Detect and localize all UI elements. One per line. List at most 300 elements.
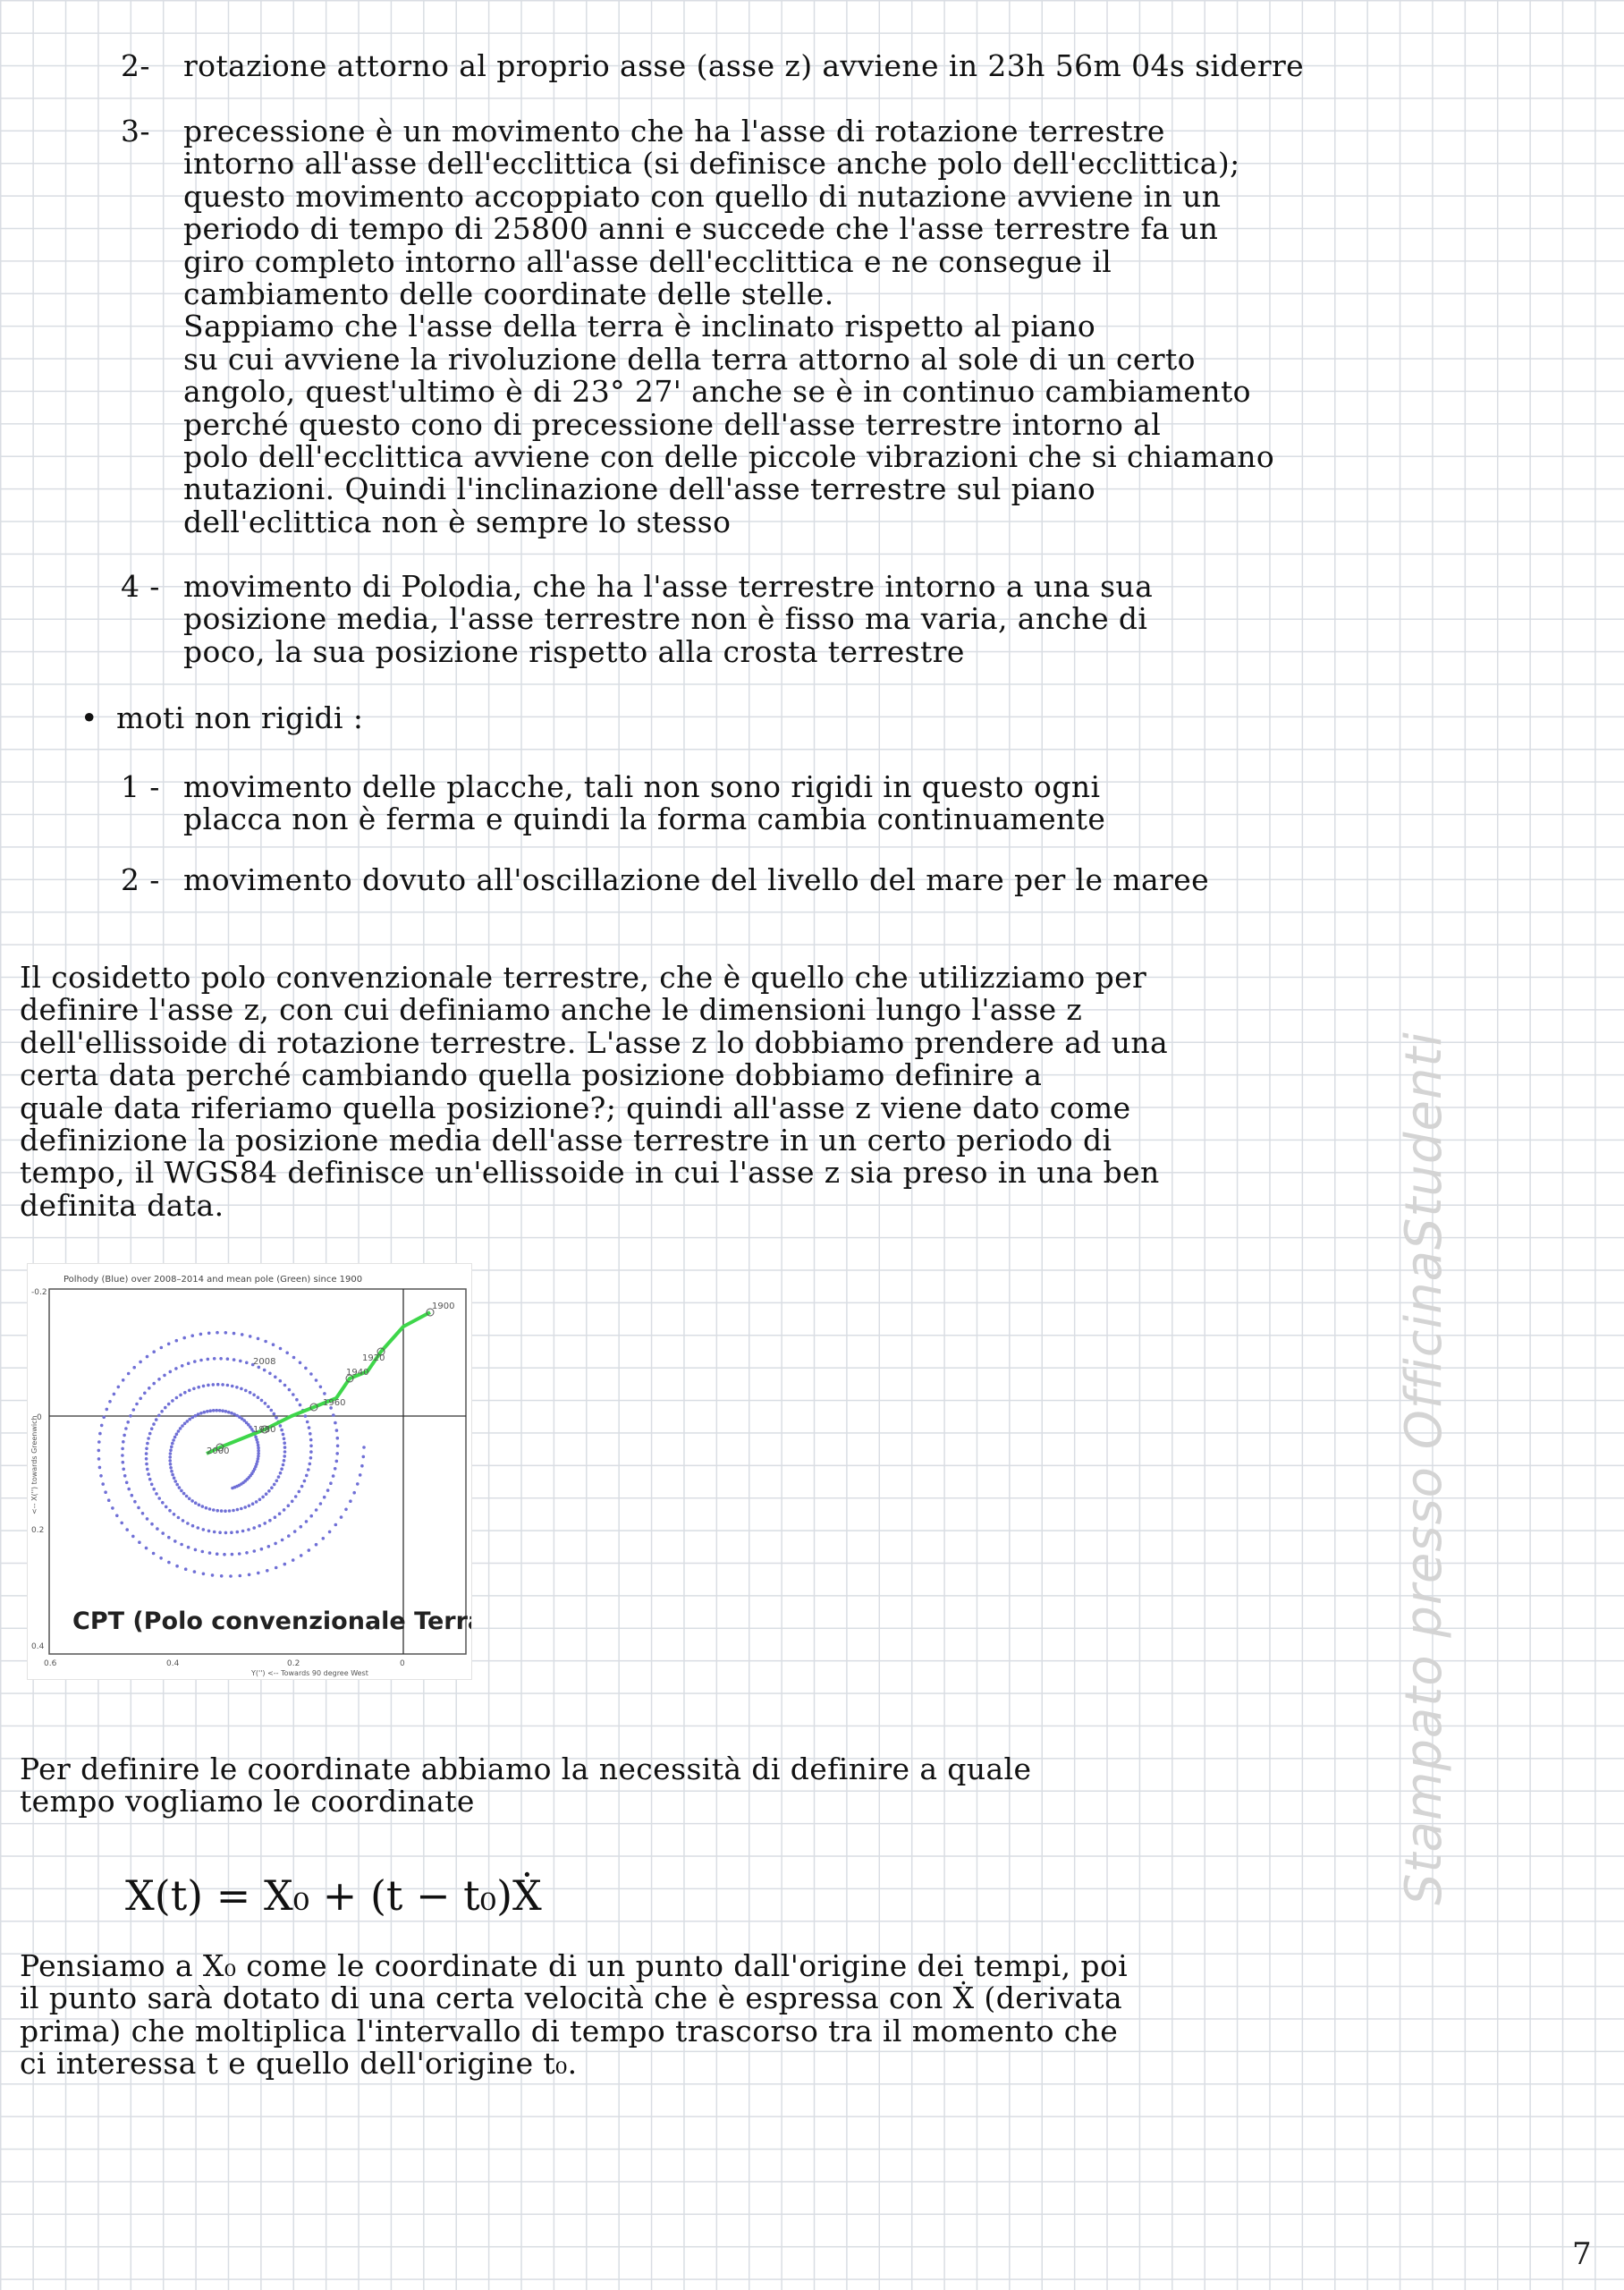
polhody-dot bbox=[241, 1530, 245, 1533]
text-line: definire l'asse z, con cui definiamo anche le dimensioni lungo l'asse z bbox=[20, 992, 1083, 1028]
polhody-dot bbox=[122, 1440, 125, 1444]
polhody-dot bbox=[170, 1470, 173, 1473]
polhody-dot bbox=[208, 1507, 212, 1511]
polhody-dot bbox=[163, 1374, 166, 1378]
polhody-dot bbox=[139, 1361, 142, 1364]
polhody-dot bbox=[131, 1535, 135, 1539]
polhody-dot bbox=[274, 1515, 277, 1519]
polhody-dot bbox=[256, 1441, 259, 1445]
polhody-dot bbox=[275, 1416, 278, 1420]
text-line: certa data perché cambiando quella posizione dobbiamo definire a bbox=[20, 1057, 1043, 1093]
polhody-dot bbox=[266, 1569, 269, 1573]
polhody-dot bbox=[249, 1391, 252, 1395]
text-line: intorno all'asse dell'ecclittica (si definisce anche polo dell'ecclittica); bbox=[183, 146, 1240, 182]
polhody-dot bbox=[232, 1509, 235, 1513]
polhody-dot bbox=[252, 1526, 256, 1530]
polhody-dot bbox=[121, 1447, 124, 1451]
item-oscillation bbox=[121, 864, 1605, 896]
polhody-dot bbox=[155, 1418, 158, 1421]
polhody-dot bbox=[282, 1433, 285, 1437]
polhody-dot bbox=[218, 1531, 222, 1534]
polhody-dot bbox=[308, 1426, 311, 1429]
text-line: ci interessa t e quello dell'origine t₀. bbox=[20, 2046, 578, 2082]
polhody-dot bbox=[248, 1573, 251, 1577]
polhody-dot bbox=[283, 1563, 287, 1566]
polhody-dot bbox=[175, 1432, 179, 1436]
polhody-dot bbox=[224, 1410, 228, 1413]
text-line: prima) che moltiplica l'intervallo di tempo trascorso tra il momento che bbox=[20, 2013, 1119, 2048]
polhody-dot bbox=[145, 1457, 148, 1461]
polhody-dot bbox=[165, 1505, 168, 1509]
polhody-dot bbox=[283, 1450, 287, 1454]
polhody-dot bbox=[322, 1537, 326, 1540]
polhody-dot bbox=[152, 1488, 156, 1491]
text-line: movimento delle placche, tali non sono rigidi in questo ogni bbox=[183, 769, 1101, 804]
polhody-dot bbox=[335, 1429, 339, 1432]
polhody-dot bbox=[106, 1408, 109, 1412]
polhody-dot bbox=[249, 1335, 252, 1338]
text-line: su cui avviene la rivoluzione della terra attorno al sole di un certo bbox=[183, 341, 1196, 377]
polhody-dot bbox=[125, 1528, 129, 1531]
polhody-dot bbox=[146, 1355, 149, 1359]
text-line: posizione media, l'asse terrestre non è fisso ma varia, anche di bbox=[183, 601, 1148, 637]
polhody-dot bbox=[167, 1343, 171, 1346]
polhody-dot bbox=[216, 1552, 219, 1556]
polhody-dot bbox=[215, 1409, 218, 1412]
polhody-dot bbox=[207, 1384, 210, 1387]
polhody-dot bbox=[248, 1505, 251, 1508]
polhody-dot bbox=[171, 1473, 174, 1477]
polhody-dot bbox=[122, 1378, 125, 1382]
polhody-dot bbox=[265, 1492, 268, 1496]
polhody-dot bbox=[187, 1361, 190, 1365]
polhody-dot bbox=[132, 1408, 136, 1412]
polhody-dot bbox=[306, 1421, 309, 1424]
polhody-dot bbox=[285, 1352, 289, 1355]
polhody-dot bbox=[268, 1519, 272, 1522]
polhody-dot bbox=[226, 1357, 230, 1361]
polhody-dot bbox=[230, 1531, 233, 1534]
polhody-dot bbox=[182, 1519, 185, 1522]
polhody-dot bbox=[359, 1473, 362, 1477]
polhody-dot bbox=[159, 1556, 163, 1560]
polhody-dot bbox=[161, 1501, 165, 1505]
polhody-dot bbox=[283, 1508, 286, 1512]
polhody-dot bbox=[212, 1409, 216, 1412]
polhody-dot bbox=[334, 1467, 337, 1471]
polhody-dot bbox=[145, 1452, 148, 1455]
polhody-dot bbox=[304, 1414, 308, 1418]
polhody-figure bbox=[27, 1263, 472, 1680]
polhody-dot bbox=[309, 1438, 313, 1442]
text-line: tempo vogliamo le coordinate bbox=[20, 1784, 475, 1819]
polhody-dot bbox=[167, 1561, 171, 1565]
polhody-dot bbox=[180, 1489, 183, 1493]
text-line: dell'ellissoide di rotazione terrestre. L'asse z lo dobbiamo prendere ad una bbox=[20, 1024, 1169, 1060]
polhody-dot bbox=[129, 1414, 132, 1418]
polhody-dot bbox=[326, 1488, 330, 1492]
polhody-dot bbox=[243, 1505, 247, 1509]
polhody-dot bbox=[305, 1474, 309, 1478]
polhody-dot bbox=[207, 1332, 211, 1336]
polhody-dot bbox=[300, 1525, 303, 1529]
polhody-dot bbox=[307, 1468, 310, 1472]
polhody-dot bbox=[291, 1500, 294, 1504]
polhody-dot bbox=[356, 1482, 359, 1486]
polhody-dot bbox=[309, 1432, 312, 1436]
polhody-dot bbox=[157, 1497, 161, 1500]
polhody-dot bbox=[179, 1427, 182, 1430]
polhody-dot bbox=[245, 1361, 249, 1365]
polhody-dot bbox=[179, 1394, 182, 1397]
polhody-dot bbox=[278, 1512, 282, 1515]
formula-plus: + bbox=[309, 1871, 370, 1920]
polhody-dot bbox=[239, 1360, 242, 1363]
polhody-dot bbox=[147, 1437, 150, 1440]
polhody-dot bbox=[275, 1566, 278, 1570]
polhody-dot bbox=[279, 1424, 283, 1428]
polhody-dot bbox=[245, 1551, 249, 1555]
polhody-dot bbox=[244, 1389, 248, 1393]
polhody-dot bbox=[270, 1486, 274, 1489]
polhody-dot bbox=[133, 1500, 137, 1504]
polhody-dot bbox=[171, 1399, 174, 1403]
polhody-dot bbox=[117, 1386, 121, 1389]
polhody-dot bbox=[199, 1359, 203, 1362]
text-line: quale data riferiamo quella posizione?; quindi all'asse z viene dato come bbox=[20, 1090, 1131, 1125]
polhody-dot bbox=[283, 1446, 287, 1449]
y-tick: -0.2 bbox=[31, 1288, 47, 1297]
polhody-dot bbox=[157, 1378, 161, 1381]
polhody-dot bbox=[216, 1331, 219, 1335]
text-line: poco, la sua posizione rispetto alla crosta terrestre bbox=[183, 633, 965, 669]
text-line: definizione la posizione media dell'asse terrestre in un certo periodo di bbox=[20, 1123, 1112, 1158]
polhody-dot bbox=[257, 1446, 260, 1450]
polhody-dot bbox=[167, 1536, 171, 1539]
formula-equals: = bbox=[203, 1871, 264, 1920]
text-line: dell'eclittica non è sempre lo stesso bbox=[183, 504, 732, 539]
polhody-dot bbox=[180, 1543, 183, 1547]
polhody-dot bbox=[147, 1472, 150, 1476]
polhody-dot bbox=[104, 1490, 107, 1494]
item-number: 2- bbox=[121, 48, 150, 83]
polhody-dot bbox=[280, 1429, 283, 1432]
polhody-dot bbox=[255, 1500, 258, 1504]
polhody-series bbox=[97, 1331, 369, 1578]
polhody-dot bbox=[152, 1552, 156, 1556]
item-polody bbox=[121, 571, 1587, 668]
polhody-dot bbox=[198, 1504, 201, 1507]
polhody-dot bbox=[309, 1514, 313, 1518]
text-line: periodo di tempo di 25800 anni e succede che l'asse terrestre fa un bbox=[183, 211, 1219, 247]
polhody-dot bbox=[315, 1543, 318, 1547]
polhody-dot bbox=[173, 1539, 177, 1543]
polhody-dot bbox=[199, 1333, 203, 1336]
polhody-dot bbox=[360, 1464, 364, 1468]
polhody-dot bbox=[150, 1483, 154, 1487]
polhody-dot bbox=[199, 1412, 203, 1415]
polhody-dot bbox=[170, 1446, 173, 1449]
mean-pole-series bbox=[207, 1309, 434, 1454]
text-line: rotazione attorno al proprio asse (asse z) avviene in 23h 56m 04s siderre bbox=[183, 48, 1305, 83]
watermark-text: Stampato presso OfficinaStudenti bbox=[1395, 1031, 1453, 1905]
polhody-dot bbox=[220, 1574, 224, 1578]
polhody-dot bbox=[160, 1346, 164, 1350]
x-tick: 0.6 bbox=[44, 1659, 57, 1668]
polhody-plot bbox=[28, 1264, 471, 1679]
polhody-dot bbox=[336, 1437, 340, 1440]
bullet-non-rigid bbox=[80, 702, 1332, 734]
polhody-dot bbox=[264, 1402, 267, 1405]
polhody-dot bbox=[168, 1509, 172, 1513]
polhody-dot bbox=[161, 1531, 165, 1535]
polhody-dot bbox=[263, 1522, 266, 1525]
polhody-dot bbox=[240, 1507, 243, 1511]
text-line: Per definire le coordinate abbiamo la necessità di definire a quale bbox=[20, 1751, 1032, 1786]
polhody-dot bbox=[97, 1440, 101, 1444]
polhody-dot bbox=[226, 1384, 230, 1387]
polhody-dot bbox=[287, 1534, 291, 1538]
x-tick: 0.4 bbox=[166, 1659, 180, 1668]
polhody-dot bbox=[292, 1356, 296, 1360]
polhody-dot bbox=[124, 1427, 128, 1430]
polhody-dot bbox=[231, 1487, 234, 1490]
polhody-dot bbox=[309, 1450, 313, 1454]
polhody-dot bbox=[281, 1539, 284, 1542]
polhody-dot bbox=[145, 1547, 148, 1550]
polhody-dot bbox=[228, 1509, 232, 1513]
polhody-dot bbox=[219, 1357, 223, 1361]
polhody-dot bbox=[277, 1475, 281, 1479]
polhody-dot bbox=[97, 1449, 101, 1453]
polhody-dot bbox=[257, 1449, 260, 1453]
polhody-dot bbox=[202, 1573, 206, 1576]
polhody-dot bbox=[261, 1496, 265, 1499]
polhody-dot bbox=[349, 1499, 352, 1503]
text-line: questo movimento accoppiato con quello di nutazione avviene in un bbox=[183, 178, 1222, 214]
text-line: precessione è un movimento che ha l'asse di rotazione terrestre bbox=[183, 114, 1165, 148]
item-body bbox=[183, 571, 1587, 668]
polhody-dot bbox=[152, 1422, 156, 1426]
polhody-dot bbox=[294, 1495, 298, 1498]
polhody-dot bbox=[150, 1522, 154, 1526]
polhody-dot bbox=[267, 1545, 271, 1548]
polhody-dot bbox=[205, 1506, 208, 1510]
x-axis-label: Y('') <-- Towards 90 degree West bbox=[251, 1669, 368, 1677]
polhody-dot bbox=[102, 1416, 106, 1420]
polhody-dot bbox=[362, 1455, 366, 1459]
polhody-dot bbox=[233, 1358, 236, 1361]
polhody-dot bbox=[352, 1491, 356, 1495]
polhody-dot bbox=[182, 1336, 186, 1340]
polhody-dot bbox=[157, 1414, 161, 1418]
polhody-dot bbox=[224, 1531, 228, 1535]
polhody-dot bbox=[194, 1548, 198, 1552]
polhody-dot bbox=[279, 1347, 283, 1351]
polhody-dot bbox=[184, 1567, 188, 1571]
polhody-dot bbox=[206, 1410, 209, 1413]
polhody-dot bbox=[175, 1396, 179, 1400]
polhody-dot bbox=[229, 1574, 233, 1578]
polhody-dot bbox=[108, 1400, 112, 1404]
polhody-dot bbox=[292, 1558, 295, 1562]
polhody-dot bbox=[100, 1424, 104, 1428]
polhody-dot bbox=[334, 1523, 338, 1527]
x-tick: 0.2 bbox=[287, 1659, 300, 1668]
text-line: polo dell'ecclittica avviene con delle piccole vibrazioni che si chiamano bbox=[183, 439, 1275, 475]
polhody-dot bbox=[231, 1385, 234, 1388]
label-1920: 1920 bbox=[362, 1353, 385, 1363]
polhody-dot bbox=[283, 1441, 286, 1445]
polhody-dot bbox=[283, 1384, 287, 1387]
polhody-dot bbox=[273, 1412, 276, 1416]
polhody-dot bbox=[239, 1574, 242, 1578]
polhody-dot bbox=[247, 1528, 250, 1531]
figure-title: Polhody (Blue) over 2008–2014 and mean pole (Green) since 1900 bbox=[63, 1275, 363, 1285]
polhody-dot bbox=[283, 1438, 286, 1441]
polhody-dot bbox=[268, 1372, 272, 1376]
polhody-dot bbox=[123, 1434, 126, 1438]
x-tick: 0 bbox=[400, 1659, 405, 1668]
polhody-dot bbox=[233, 1332, 236, 1336]
polhody-dot bbox=[257, 1444, 260, 1447]
polhody-dot bbox=[315, 1378, 318, 1382]
polhody-dot bbox=[272, 1343, 275, 1346]
polhody-dot bbox=[194, 1501, 198, 1505]
polhody-dot bbox=[267, 1489, 271, 1493]
polhody-dot bbox=[194, 1414, 198, 1418]
polhody-dot bbox=[213, 1531, 216, 1534]
item-body bbox=[183, 50, 1587, 82]
y-axis-label: <-- X('') towards Greenwich bbox=[30, 1415, 38, 1514]
polhody-dot bbox=[192, 1387, 196, 1391]
polhody-dot bbox=[260, 1399, 264, 1403]
polhody-dot bbox=[240, 1387, 243, 1391]
polhody-dot bbox=[193, 1570, 197, 1573]
polhody-dot bbox=[126, 1421, 130, 1424]
polhody-dot bbox=[185, 1495, 189, 1498]
item-body bbox=[183, 771, 1587, 836]
polhody-dot bbox=[305, 1520, 309, 1523]
polhody-dot bbox=[139, 1397, 142, 1401]
polhody-dot bbox=[224, 1331, 228, 1335]
label-1900: 1900 bbox=[432, 1302, 455, 1311]
y-tick: 0 bbox=[37, 1413, 42, 1422]
polhody-dot bbox=[299, 1361, 302, 1365]
polhody-dot bbox=[304, 1367, 308, 1370]
polhody-dot bbox=[182, 1492, 186, 1496]
text-line: giro completo intorno all'asse dell'ecclittica e ne consegue il bbox=[183, 243, 1112, 279]
polhody-dot bbox=[293, 1530, 297, 1533]
polhody-dot bbox=[257, 1395, 260, 1399]
polhody-dot bbox=[169, 1370, 173, 1374]
polhody-dot bbox=[344, 1508, 348, 1512]
polhody-dot bbox=[113, 1393, 116, 1396]
label-2008: 2008 bbox=[253, 1357, 276, 1367]
polhody-dot bbox=[168, 1459, 172, 1463]
polhody-dot bbox=[266, 1405, 270, 1409]
polhody-dot bbox=[335, 1460, 339, 1463]
polhody-dot bbox=[150, 1427, 154, 1430]
polhody-dot bbox=[334, 1421, 337, 1425]
polhody-dot bbox=[274, 1376, 277, 1379]
polhody-dot bbox=[177, 1516, 181, 1520]
polhody-dot bbox=[181, 1364, 184, 1368]
polhody-dot bbox=[275, 1480, 279, 1483]
polhody-dot bbox=[201, 1505, 205, 1508]
polhody-dot bbox=[329, 1481, 333, 1485]
polhody-dot bbox=[197, 1526, 200, 1530]
polhody-dot bbox=[115, 1514, 119, 1518]
polhody-dot bbox=[260, 1548, 264, 1551]
text-line: cambiamento delle coordinate delle stelle. bbox=[183, 276, 834, 312]
polhody-dot bbox=[190, 1499, 194, 1503]
polhody-dot bbox=[175, 1565, 179, 1568]
polhody-dot bbox=[300, 1485, 304, 1488]
polhody-dot bbox=[169, 1448, 173, 1452]
polhody-dot bbox=[220, 1509, 224, 1513]
polhody-dot bbox=[212, 1383, 216, 1387]
polhody-dot bbox=[123, 1474, 127, 1478]
polhody-dot bbox=[131, 1494, 134, 1497]
polhody-dot bbox=[208, 1551, 212, 1555]
polhody-dot bbox=[177, 1429, 181, 1433]
polhody-dot bbox=[257, 1455, 260, 1458]
polhody-dot bbox=[258, 1524, 261, 1528]
polhody-dot bbox=[193, 1360, 197, 1363]
polhody-dot bbox=[187, 1546, 190, 1549]
polhody-dot bbox=[236, 1508, 240, 1512]
label-1980: 1980 bbox=[253, 1425, 276, 1435]
polhody-dot bbox=[273, 1483, 276, 1487]
polhody-dot bbox=[148, 1387, 151, 1390]
figure-caption: CPT (Polo convenzionale Terra) bbox=[72, 1607, 471, 1635]
polhody-dot bbox=[172, 1438, 175, 1442]
polhody-dot bbox=[236, 1531, 240, 1534]
polhody-dot bbox=[127, 1488, 131, 1491]
polhody-dot bbox=[164, 1406, 167, 1410]
polhody-dot bbox=[300, 1554, 303, 1557]
formula-xdot: Ẋ bbox=[512, 1871, 542, 1920]
polhody-dot bbox=[183, 1422, 187, 1426]
polhody-dot bbox=[292, 1393, 295, 1396]
polhody-dot bbox=[319, 1502, 323, 1505]
polhody-dot bbox=[148, 1478, 152, 1481]
polhody-dot bbox=[295, 1398, 299, 1402]
polhody-dot bbox=[308, 1548, 311, 1552]
polhody-dot bbox=[121, 1454, 124, 1457]
item-number: 4 - bbox=[121, 569, 160, 604]
polhody-dot bbox=[323, 1496, 326, 1499]
text-line: nutazioni. Quindi l'inclinazione dell'asse terrestre sul piano bbox=[183, 471, 1096, 507]
polhody-dot bbox=[270, 1409, 274, 1412]
text-line: definita data. bbox=[20, 1187, 224, 1223]
polhody-dot bbox=[173, 1477, 176, 1480]
polhody-dot bbox=[186, 1522, 190, 1525]
polhody-dot bbox=[138, 1540, 141, 1544]
y-tick: 0.2 bbox=[31, 1526, 45, 1535]
polhody-dot bbox=[257, 1457, 260, 1461]
polhody-dot bbox=[309, 1372, 313, 1376]
polhody-dot bbox=[156, 1527, 159, 1531]
page-number: 7 bbox=[1572, 2236, 1592, 2272]
polhody-dot bbox=[175, 1339, 179, 1343]
formula-lhs: X(t) bbox=[125, 1871, 204, 1920]
polhody-dot bbox=[148, 1432, 152, 1436]
polhody-dot bbox=[336, 1445, 340, 1448]
polhody-dot bbox=[231, 1553, 234, 1556]
polhody-dot bbox=[208, 1409, 212, 1412]
